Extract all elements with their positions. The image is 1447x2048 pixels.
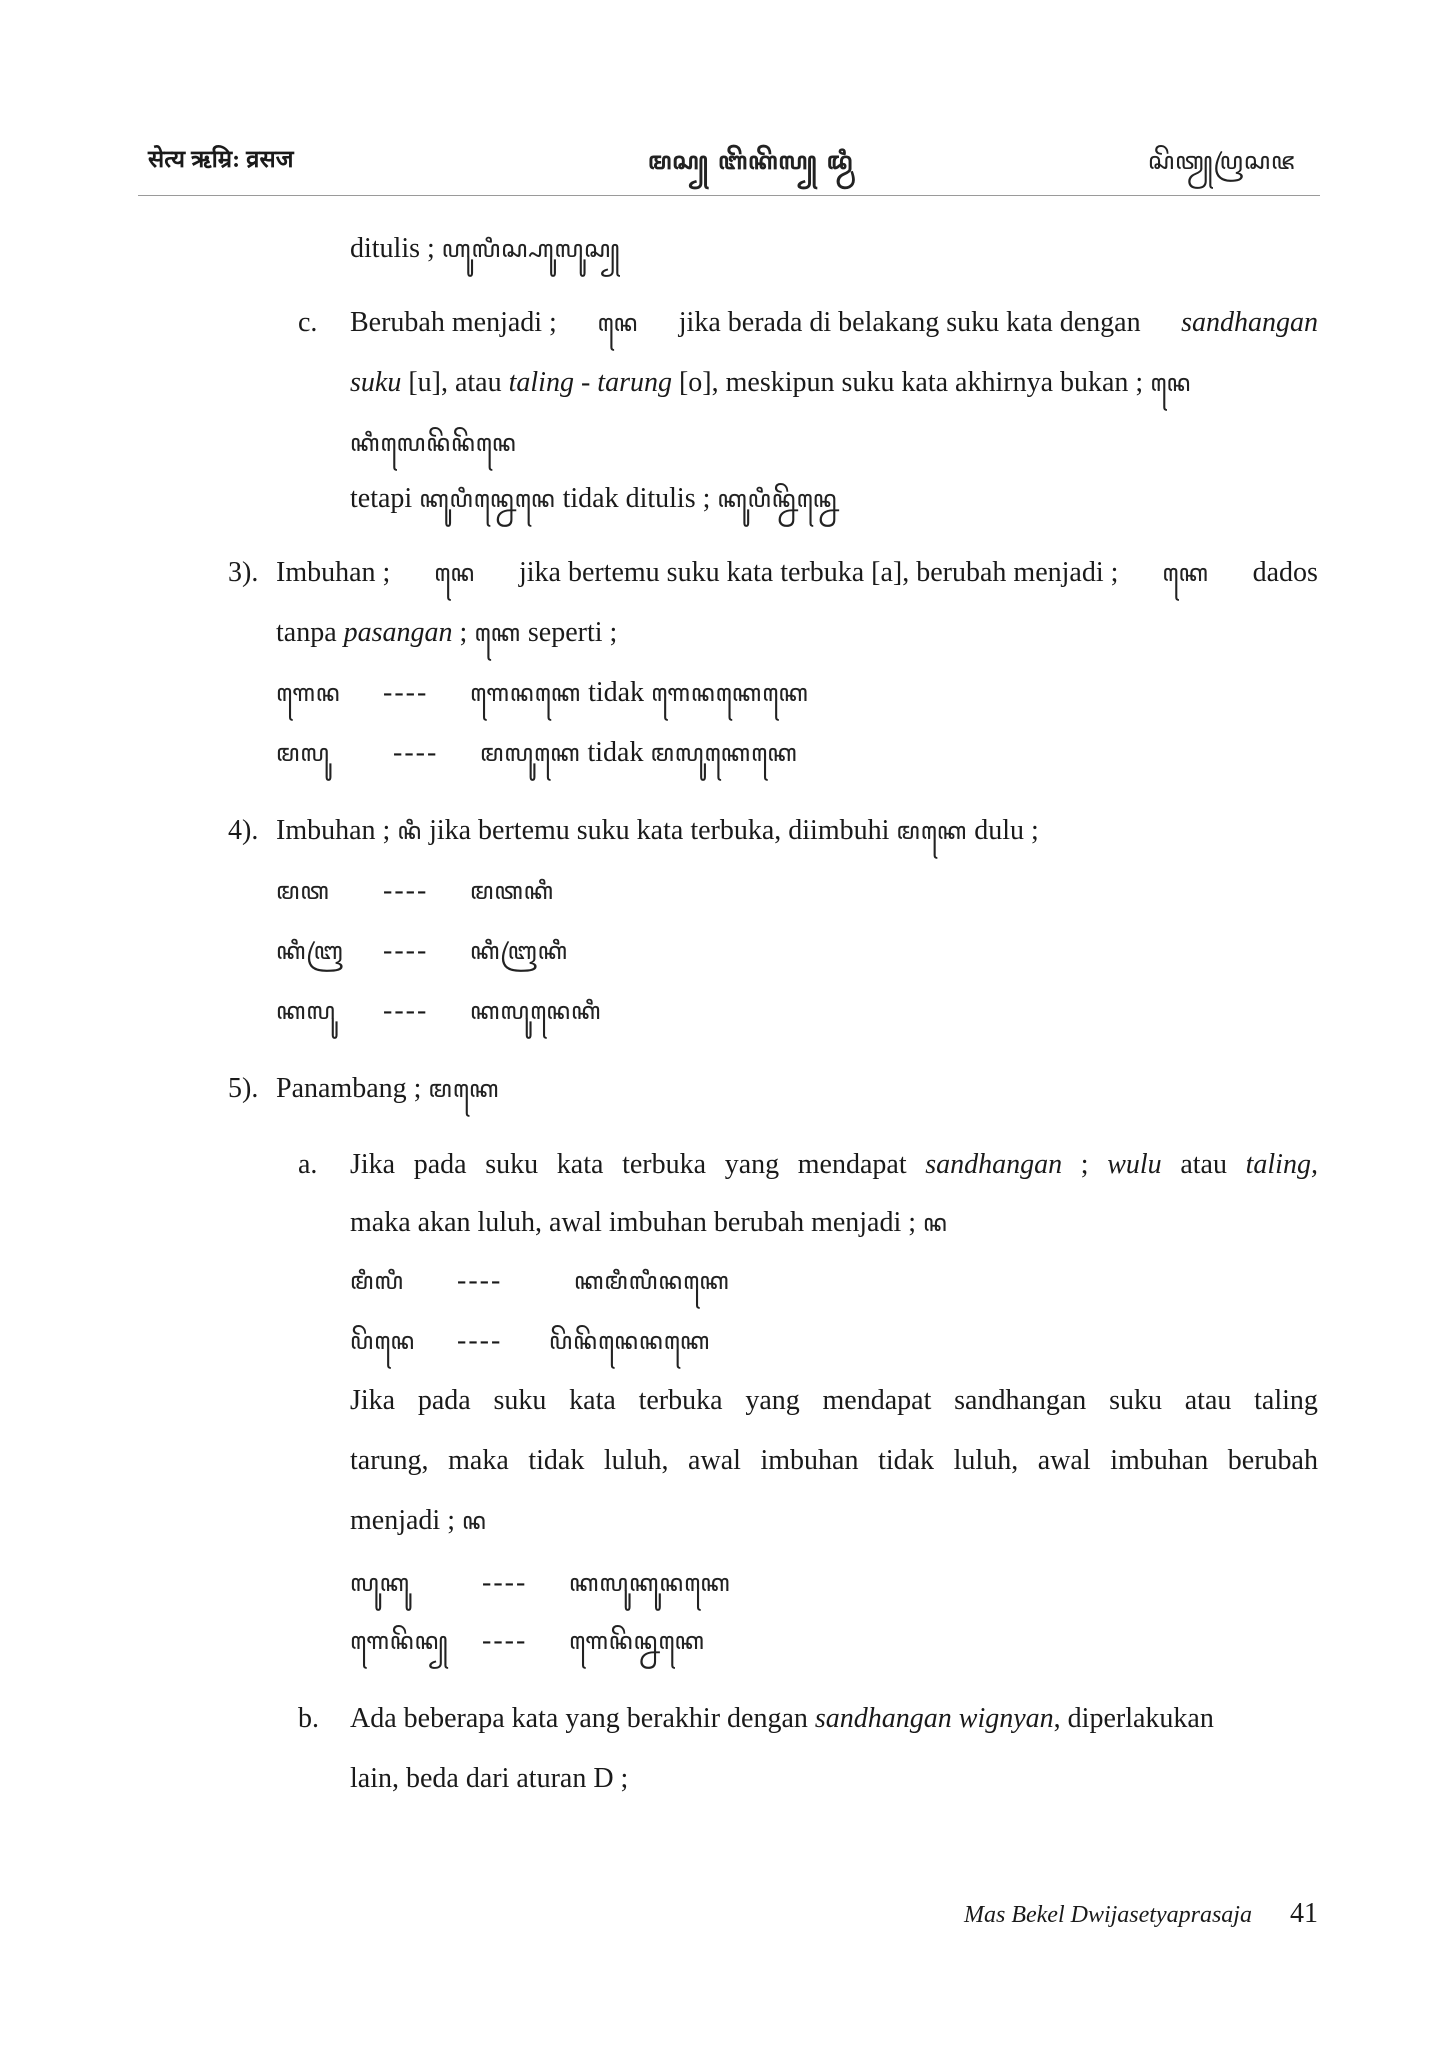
tetapi-line xyxy=(350,482,838,516)
header-center: ꦩꦱ꧀ ꦧꦼꦏꦼꦭ꧀ ꦢ꧀ꦮꦶ xyxy=(648,146,854,175)
p1-w9: atau xyxy=(1184,1385,1232,1416)
ex4-2-dash: ---- xyxy=(383,935,429,966)
l3-jv-1: ꦤꦺ xyxy=(434,559,476,587)
c-tarung: tarung xyxy=(597,367,672,398)
p2-w6: tidak xyxy=(878,1445,935,1476)
ex5a-1-dash: ---- xyxy=(457,1265,503,1296)
ex3-1a: ꦒꦺꦤ xyxy=(276,679,341,707)
item-a-line2 xyxy=(350,1206,948,1240)
p1-w2: suku xyxy=(493,1385,547,1416)
l3-seperti: seperti ; xyxy=(527,617,618,648)
c-meskipun: [o], meskipun suku kata akhirnya bukan ; xyxy=(678,367,1144,398)
ex4-row-1 xyxy=(276,874,554,908)
ex5a-2a: ꦥꦼꦤꦺ xyxy=(350,1327,416,1355)
l4-jv-1: ꦤꦶ xyxy=(397,817,423,845)
a-wulu: wulu xyxy=(1107,1149,1162,1180)
c-suku: suku xyxy=(350,367,402,398)
ex4-2b: ꦏꦶꦧꦿꦏꦶ xyxy=(470,937,568,965)
p2-w10: berubah xyxy=(1227,1445,1318,1476)
a-w5: yang xyxy=(724,1149,780,1180)
l3-tanpa: tanpa xyxy=(276,617,337,648)
l5-jv: ꦩꦏꦺ xyxy=(428,1075,500,1103)
p2-w1: maka xyxy=(448,1445,509,1476)
ditulis-label: ditulis ; xyxy=(350,233,435,264)
item-b-line2: lain, beda dari aturan D ; xyxy=(350,1763,629,1794)
item-c-line1 xyxy=(350,306,1318,340)
item-a-label: a. xyxy=(298,1149,318,1180)
l4-imbuhan: Imbuhan ; xyxy=(276,815,391,846)
c-text-3: sandhangan xyxy=(1181,307,1318,338)
ex5a-2-dash: ---- xyxy=(457,1325,503,1356)
item-b-label: b. xyxy=(298,1703,319,1734)
ex5a-row-1 xyxy=(350,1264,730,1298)
p2-w0: tarung, xyxy=(350,1445,429,1476)
ex3-row-1 xyxy=(276,676,809,710)
ex4-1b: ꦩꦠꦏꦶ xyxy=(470,877,554,905)
a-w2: suku xyxy=(485,1149,539,1180)
ex5b-1a: ꦭꦸꦏꦸ xyxy=(350,1569,410,1597)
ex3-2a: ꦩꦭꦸ xyxy=(276,739,330,767)
l3-semicolon: ; xyxy=(459,617,475,648)
l3-jv-3: ꦏꦺ xyxy=(474,619,521,647)
item-5-line xyxy=(276,1072,499,1106)
item-3-line2 xyxy=(276,616,617,650)
ex3-1-tidak: tidak xyxy=(588,677,645,708)
item-a-line1 xyxy=(350,1148,1318,1182)
tetapi-jv-2: ꦏꦸꦥꦶꦤ꧀ꦤꦼꦤ꧀ꦤꦺ xyxy=(717,485,838,513)
a-w1: pada xyxy=(413,1149,467,1180)
tetapi-jv-1: ꦏꦸꦥꦶꦤ꧀ꦤꦺꦤꦺ xyxy=(419,485,556,513)
l4-text: jika bertemu suku kata terbuka, diimbuhi xyxy=(429,815,890,846)
ex3-2-tidak: tidak xyxy=(587,737,644,768)
ex4-row-2 xyxy=(276,934,568,968)
c-dash: - xyxy=(580,367,591,398)
p2-w2: tidak xyxy=(528,1445,585,1476)
ex4-1a: ꦩꦠ xyxy=(276,877,330,905)
item-3-line1 xyxy=(276,556,1318,590)
ex4-3b: ꦏꦭꦸꦤꦺꦏꦶ xyxy=(470,997,602,1025)
ditulis-javanese: ꦲꦸꦭꦶꦱ꧀ꦲꦸꦭꦸꦱ꧀ xyxy=(441,235,621,263)
a-w3: kata xyxy=(556,1149,604,1180)
p2-w4: awal xyxy=(688,1445,741,1476)
p1-w4: terbuka xyxy=(638,1385,723,1416)
ex3-1c: ꦒꦺꦤꦏꦺꦏꦺ xyxy=(651,679,809,707)
tetapi-label: tetapi xyxy=(350,483,413,514)
a-w6: mendapat xyxy=(797,1149,907,1180)
p2-w5: imbuhan xyxy=(760,1445,859,1476)
ex4-3-dash: ---- xyxy=(383,995,429,1026)
c-atau: [u], atau xyxy=(408,367,502,398)
ex4-1-dash: ---- xyxy=(383,875,429,906)
l3-text: jika bertemu suku kata terbuka [a], berubah menjadi ; xyxy=(518,557,1119,588)
ex5b-row-1 xyxy=(350,1566,731,1600)
item-4-number: 4). xyxy=(228,815,259,846)
p2-w3: luluh, xyxy=(603,1445,669,1476)
c-jv-example: ꦏꦶꦭꦺꦤꦼꦤꦼꦤꦺ xyxy=(350,429,517,457)
l4-dulu: dulu ; xyxy=(974,815,1039,846)
ex3-2b: ꦩꦭꦸꦏꦺ xyxy=(480,739,581,767)
ex3-1b: ꦒꦺꦤꦏꦺ xyxy=(470,679,582,707)
l3-imbuhan: Imbuhan ; xyxy=(276,557,391,588)
ex3-2-dash: ---- xyxy=(393,737,439,768)
header-rule xyxy=(138,195,1320,196)
p2-w9: imbuhan xyxy=(1110,1445,1209,1476)
ex4-3a: ꦏꦭꦸ xyxy=(276,997,336,1025)
item-5-number: 5). xyxy=(228,1073,259,1104)
p3-jv: ꦤ xyxy=(461,1507,487,1535)
a-taling: taling, xyxy=(1245,1149,1318,1180)
ditulis-line xyxy=(350,232,621,266)
ex5b-row-2 xyxy=(350,1624,705,1658)
ex4-row-3 xyxy=(276,994,601,1028)
a-jv-suffix: ꦤ xyxy=(923,1209,948,1237)
a-w0: Jika xyxy=(350,1149,396,1180)
a-line2-text: maka akan luluh, awal imbuhan berubah menjadi ; xyxy=(350,1207,917,1238)
ex3-2c: ꦩꦭꦸꦏꦺꦏꦺ xyxy=(650,739,798,767)
a-atau: atau xyxy=(1180,1149,1227,1180)
ex5b-2b: ꦒꦺꦤꦼꦤ꧀ꦤꦏꦺ xyxy=(569,1627,705,1655)
para-line1 xyxy=(350,1384,1318,1418)
l3-jv-2: ꦏꦺ xyxy=(1162,559,1209,587)
l3-pasangan: pasangan xyxy=(343,617,453,648)
p1-w8: suku xyxy=(1109,1385,1162,1416)
ex5a-2b: ꦥꦼꦤꦼꦤꦺꦤꦏꦺ xyxy=(549,1327,711,1355)
item-c-label: c. xyxy=(298,307,318,338)
page-number: 41 xyxy=(1290,1898,1318,1929)
p1-w5: yang xyxy=(745,1385,800,1416)
c-text-2: jika berada di belakang suku kata dengan xyxy=(678,307,1141,338)
item-4-line1 xyxy=(276,814,1039,848)
b-wignyan: sandhangan wignyan xyxy=(814,1703,1054,1734)
footer-author: Mas Bekel Dwijasetyaprasaja xyxy=(964,1902,1252,1928)
l4-jv-2: ꦩꦏꦺ xyxy=(896,817,968,845)
ex5b-2a: ꦒꦺꦤꦼꦤ꧀ xyxy=(350,1627,449,1655)
c-taling: taling xyxy=(508,367,574,398)
c-jv-suffix-2: ꦤꦺ xyxy=(1150,369,1192,397)
b-text-1: Ada beberapa kata yang berakhir dengan xyxy=(350,1703,808,1734)
para-line3 xyxy=(350,1504,487,1538)
c-jv-suffix: ꦤꦺ xyxy=(597,309,639,337)
item-3-number: 3). xyxy=(228,557,259,588)
tidak-ditulis-label: tidak ditulis ; xyxy=(562,483,711,514)
p1-w3: kata xyxy=(569,1385,616,1416)
l5-panambang: Panambang ; xyxy=(276,1073,422,1104)
a-semi: ; xyxy=(1080,1149,1089,1180)
a-w4: terbuka xyxy=(622,1149,707,1180)
c-text-1: Berubah menjadi ; xyxy=(350,307,557,338)
header-right: ꦱꦼꦠꦾꦥꦿꦱꦗ xyxy=(1148,147,1296,175)
p1-w7: sandhangan xyxy=(954,1385,1087,1416)
b-text-2: , diperlakukan xyxy=(1053,1703,1214,1734)
ex5a-1b: ꦏꦩꦶꦭꦶꦤꦏꦺ xyxy=(574,1267,730,1295)
p3-menjadi: menjadi ; xyxy=(350,1505,455,1536)
p1-w10: taling xyxy=(1254,1385,1318,1416)
ex5b-1b: ꦏꦭꦸꦏꦸꦤꦏꦺ xyxy=(569,1569,731,1597)
ex5b-1-dash: ---- xyxy=(482,1567,528,1598)
p1-w0: Jika xyxy=(350,1385,396,1416)
p2-w8: awal xyxy=(1037,1445,1091,1476)
a-sandhangan: sandhangan xyxy=(925,1149,1063,1180)
ex4-2a: ꦏꦶꦧꦿ xyxy=(276,937,344,965)
para-line2 xyxy=(350,1444,1318,1478)
item-b-line1 xyxy=(350,1702,1318,1736)
item-c-example xyxy=(350,424,517,473)
p1-w6: mendapat xyxy=(822,1385,932,1416)
ex3-row-2 xyxy=(276,736,798,770)
ex5b-2-dash: ---- xyxy=(482,1625,528,1656)
item-c-line2 xyxy=(350,366,1191,400)
p1-w1: pada xyxy=(417,1385,471,1416)
l3-dados: dados xyxy=(1252,557,1318,588)
ex3-1-dash: ---- xyxy=(383,677,429,708)
header-left: सेत्य ऋम्रि: व्रसज xyxy=(148,147,294,173)
ex5a-1a: ꦩꦶꦭꦶ xyxy=(350,1267,404,1295)
ex5a-row-2 xyxy=(350,1324,710,1358)
p2-w7: luluh, xyxy=(953,1445,1019,1476)
